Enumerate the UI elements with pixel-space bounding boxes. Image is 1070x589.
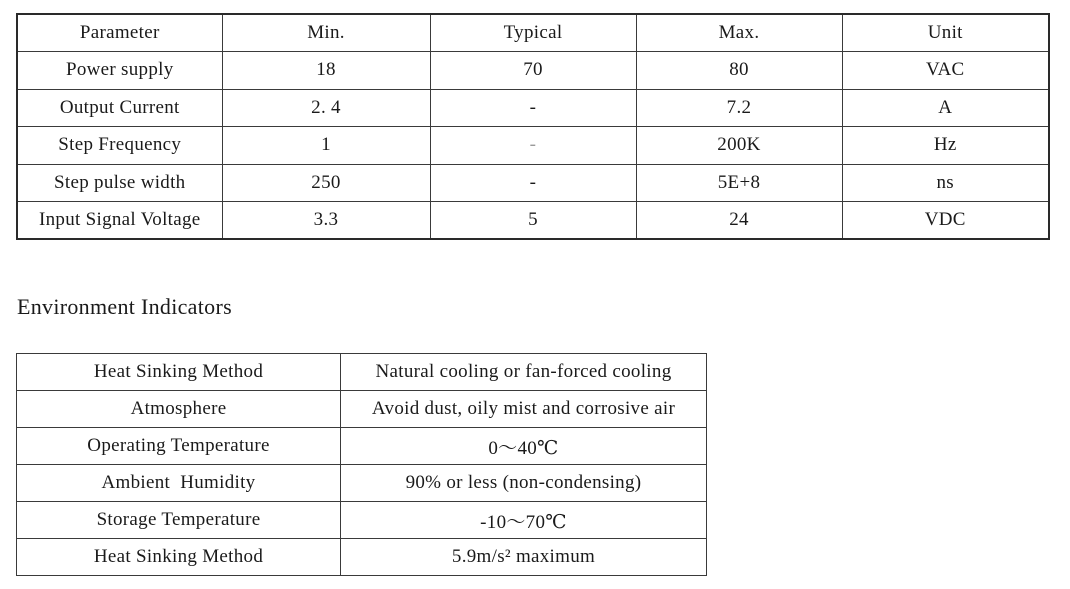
indicator-value-cell: 5.9m/s² maximum — [341, 539, 707, 576]
max-cell: 200K — [636, 127, 842, 165]
min-cell: 2. 4 — [222, 89, 430, 127]
table-row — [17, 202, 1049, 240]
environment-indicators-table — [16, 353, 707, 576]
unit-cell: VDC — [842, 202, 1049, 240]
min-cell: 3.3 — [222, 202, 430, 240]
table-row — [17, 465, 707, 502]
specifications-table — [16, 13, 1050, 240]
max-cell: 24 — [636, 202, 842, 240]
indicator-label-cell: Ambient Humidity — [17, 465, 341, 502]
unit-cell: VAC — [842, 52, 1049, 90]
max-cell: 80 — [636, 52, 842, 90]
table-row — [17, 502, 707, 539]
parameter-cell: Step Frequency — [17, 127, 222, 165]
indicator-label-cell: Heat Sinking Method — [17, 539, 341, 576]
column-header-max: Max. — [636, 14, 842, 52]
column-header-parameter: Parameter — [17, 14, 222, 52]
table-row — [17, 52, 1049, 90]
min-cell: 1 — [222, 127, 430, 165]
indicator-label-cell: Storage Temperature — [17, 502, 341, 539]
column-header-min: Min. — [222, 14, 430, 52]
unit-cell: Hz — [842, 127, 1049, 165]
min-cell: 250 — [222, 164, 430, 202]
max-cell: 5E+8 — [636, 164, 842, 202]
min-cell: 18 — [222, 52, 430, 90]
table-row — [17, 539, 707, 576]
table-row — [17, 127, 1049, 165]
indicator-label-cell: Heat Sinking Method — [17, 354, 341, 391]
environment-indicators-heading: Environment Indicators — [17, 294, 232, 319]
unit-cell: A — [842, 89, 1049, 127]
indicator-label-cell: Atmosphere — [17, 391, 341, 428]
indicator-value-cell: 0～40℃ — [341, 428, 707, 465]
table-row — [17, 391, 707, 428]
typical-cell: - — [430, 164, 636, 202]
indicator-value-cell: Avoid dust, oily mist and corrosive air — [341, 391, 707, 428]
indicator-value-cell: 90% or less (non-condensing) — [341, 465, 707, 502]
indicator-value-cell: Natural cooling or fan-forced cooling — [341, 354, 707, 391]
typical-cell: 70 — [430, 52, 636, 90]
table-row — [17, 428, 707, 465]
typical-cell: - — [430, 127, 636, 165]
column-header-typical: Typical — [430, 14, 636, 52]
max-cell: 7.2 — [636, 89, 842, 127]
unit-cell: ns — [842, 164, 1049, 202]
parameter-cell: Output Current — [17, 89, 222, 127]
typical-cell: 5 — [430, 202, 636, 240]
table-header-row — [17, 14, 1049, 52]
column-header-unit: Unit — [842, 14, 1049, 52]
parameter-cell: Step pulse width — [17, 164, 222, 202]
table-row — [17, 89, 1049, 127]
table-row — [17, 354, 707, 391]
indicator-label-cell: Operating Temperature — [17, 428, 341, 465]
indicator-value-cell: -10～70℃ — [341, 502, 707, 539]
parameter-cell: Input Signal Voltage — [17, 202, 222, 240]
table-row — [17, 164, 1049, 202]
typical-cell: - — [430, 89, 636, 127]
parameter-cell: Power supply — [17, 52, 222, 90]
